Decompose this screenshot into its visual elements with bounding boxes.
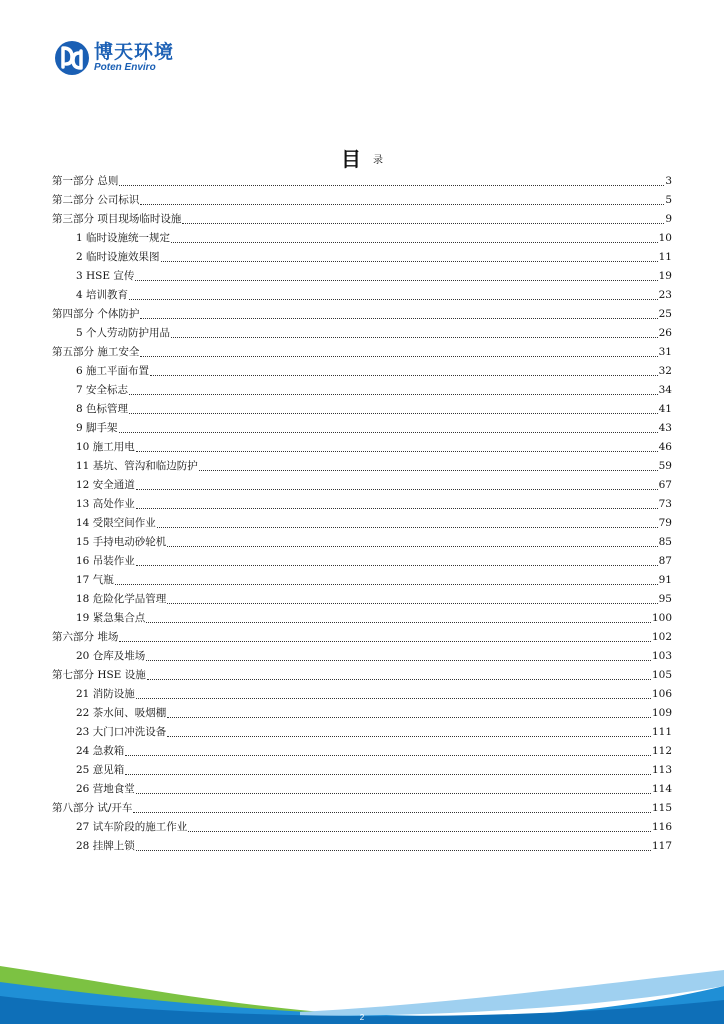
toc-entry-label: 第八部分 试/开车 [52, 802, 133, 814]
toc-entry-label: 3 HSE 宣传 [76, 270, 135, 282]
toc-entry-label: 第六部分 堆场 [52, 631, 119, 643]
toc-entry[interactable] [52, 476, 672, 495]
toc-entry-page: 95 [658, 593, 672, 605]
toc-entry[interactable] [52, 780, 672, 799]
page-number: 2 [359, 1013, 365, 1022]
toc-entry-page: 102 [651, 631, 672, 643]
toc-leader-dots [140, 317, 657, 319]
toc-leader-dots [119, 431, 658, 433]
toc-entry[interactable] [52, 514, 672, 533]
toc-entry[interactable] [52, 172, 672, 191]
toc-entry[interactable] [52, 742, 672, 761]
toc-entry[interactable] [52, 381, 672, 400]
toc-entry-page: 114 [651, 783, 672, 795]
toc-leader-dots [161, 260, 658, 262]
toc-entry-page: 67 [658, 479, 672, 491]
toc-entry[interactable] [52, 248, 672, 267]
toc-entry-label: 1 临时设施统一规定 [76, 232, 171, 244]
toc-entry-page: 79 [658, 517, 672, 529]
toc-entry[interactable] [52, 628, 672, 647]
toc-entry-label: 6 施工平面布置 [76, 365, 150, 377]
toc-entry[interactable] [52, 267, 672, 286]
toc-leader-dots [133, 811, 651, 813]
toc-entry[interactable] [52, 286, 672, 305]
toc-entry-label: 第四部分 个体防护 [52, 308, 140, 320]
toc-entry-label: 15 手持电动砂轮机 [76, 536, 167, 548]
toc-entry-page: 23 [658, 289, 672, 301]
toc-entry-label: 第五部分 施工安全 [52, 346, 140, 358]
toc-leader-dots [136, 792, 651, 794]
toc-entry-label: 4 培训教育 [76, 289, 129, 301]
toc-leader-dots [199, 469, 658, 471]
toc-entry-page: 10 [658, 232, 672, 244]
toc-leader-dots [171, 241, 658, 243]
logo-english-name: Poten Enviro [94, 62, 156, 73]
toc-entry-label: 23 大门口冲洗设备 [76, 726, 167, 738]
toc-entry[interactable] [52, 685, 672, 704]
toc-entry[interactable] [52, 343, 672, 362]
toc-leader-dots [140, 203, 664, 205]
toc-entry[interactable] [52, 495, 672, 514]
toc-leader-dots [136, 507, 658, 509]
toc-entry-page: 31 [658, 346, 672, 358]
toc-leader-dots [136, 488, 658, 490]
table-of-contents [52, 172, 672, 856]
toc-leader-dots [146, 659, 651, 661]
toc-entry-page: 25 [658, 308, 672, 320]
toc-entry-label: 18 危险化学品管理 [76, 593, 167, 605]
toc-entry[interactable] [52, 590, 672, 609]
toc-entry[interactable] [52, 723, 672, 742]
toc-leader-dots [147, 678, 651, 680]
toc-leader-dots [135, 279, 657, 281]
footer-wave-decoration [0, 924, 724, 1024]
company-logo-mark-icon [54, 40, 90, 76]
toc-entry-label: 27 试车阶段的施工作业 [76, 821, 188, 833]
toc-entry-page: 46 [658, 441, 672, 453]
toc-entry-page: 34 [658, 384, 672, 396]
toc-entry[interactable] [52, 419, 672, 438]
toc-entry-page: 19 [658, 270, 672, 282]
toc-leader-dots [188, 830, 651, 832]
toc-title [0, 143, 724, 171]
company-logo [54, 40, 174, 76]
toc-entry[interactable] [52, 761, 672, 780]
toc-entry[interactable] [52, 647, 672, 666]
toc-leader-dots [125, 754, 651, 756]
toc-entry-label: 第七部分 HSE 设施 [52, 669, 146, 681]
toc-entry-label: 14 受限空间作业 [76, 517, 156, 529]
toc-entry[interactable] [52, 324, 672, 343]
logo-chinese-name: 博天环境 [94, 41, 175, 63]
toc-leader-dots [182, 222, 664, 224]
toc-leader-dots [136, 564, 658, 566]
toc-leader-dots [119, 184, 664, 186]
toc-entry-label: 24 急救箱 [76, 745, 125, 757]
toc-leader-dots [167, 716, 651, 718]
toc-entry-label: 第三部分 项目现场临时设施 [52, 213, 182, 225]
toc-title-main: 目 [341, 147, 361, 171]
toc-entry[interactable] [52, 191, 672, 210]
toc-entry-label: 26 营地食堂 [76, 783, 135, 795]
toc-leader-dots [167, 545, 657, 547]
toc-entry-page: 113 [651, 764, 672, 776]
toc-leader-dots [157, 526, 658, 528]
toc-entry-page: 85 [658, 536, 672, 548]
toc-leader-dots [136, 697, 651, 699]
toc-entry-label: 13 高处作业 [76, 498, 135, 510]
toc-leader-dots [115, 583, 658, 585]
toc-entry-label: 12 安全通道 [76, 479, 135, 491]
toc-title-secondary: 录 [373, 155, 383, 166]
toc-entry-page: 116 [651, 821, 672, 833]
toc-entry[interactable] [52, 210, 672, 229]
toc-entry-page: 91 [658, 574, 672, 586]
toc-leader-dots [167, 602, 657, 604]
toc-entry-label: 17 气瓶 [76, 574, 114, 586]
toc-entry-label: 5 个人劳动防护用品 [76, 327, 171, 339]
toc-entry-page: 103 [651, 650, 672, 662]
toc-entry-label: 8 色标管理 [76, 403, 129, 415]
toc-entry-page: 111 [651, 726, 672, 738]
toc-entry[interactable] [52, 533, 672, 552]
toc-entry-page: 43 [658, 422, 672, 434]
toc-entry[interactable] [52, 457, 672, 476]
toc-entry-label: 25 意见箱 [76, 764, 125, 776]
toc-entry[interactable] [52, 799, 672, 818]
toc-entry-label: 2 临时设施效果图 [76, 251, 160, 263]
toc-entry-label: 7 安全标志 [76, 384, 129, 396]
toc-entry-page: 5 [665, 194, 672, 206]
toc-entry-page: 109 [651, 707, 672, 719]
toc-entry[interactable] [52, 438, 672, 457]
toc-entry-page: 26 [658, 327, 672, 339]
toc-leader-dots [150, 374, 658, 376]
toc-entry[interactable] [52, 609, 672, 628]
toc-entry-page: 59 [658, 460, 672, 472]
toc-entry-page: 100 [651, 612, 672, 624]
toc-entry[interactable] [52, 571, 672, 590]
toc-entry-label: 10 施工用电 [76, 441, 135, 453]
toc-entry-label: 第一部分 总则 [52, 175, 119, 187]
toc-entry-page: 117 [651, 840, 672, 852]
toc-entry-page: 73 [658, 498, 672, 510]
toc-entry[interactable] [52, 818, 672, 837]
toc-entry-label: 20 仓库及堆场 [76, 650, 146, 662]
toc-entry-page: 41 [658, 403, 672, 415]
toc-entry-page: 87 [658, 555, 672, 567]
toc-entry-page: 106 [651, 688, 672, 700]
toc-leader-dots [171, 336, 658, 338]
toc-entry[interactable] [52, 362, 672, 381]
toc-leader-dots [136, 849, 651, 851]
toc-entry[interactable] [52, 666, 672, 685]
toc-entry-page: 115 [651, 802, 672, 814]
toc-entry-label: 22 茶水间、吸烟棚 [76, 707, 167, 719]
toc-entry-label: 11 基坑、管沟和临边防护 [76, 460, 198, 472]
toc-entry-label: 9 脚手架 [76, 422, 118, 434]
toc-leader-dots [119, 640, 651, 642]
toc-leader-dots [146, 621, 651, 623]
toc-entry-page: 105 [651, 669, 672, 681]
toc-entry-label: 21 消防设施 [76, 688, 135, 700]
toc-entry[interactable] [52, 305, 672, 324]
toc-entry-page: 32 [658, 365, 672, 377]
toc-leader-dots [167, 735, 651, 737]
toc-entry-page: 9 [665, 213, 672, 225]
toc-leader-dots [129, 298, 658, 300]
toc-leader-dots [136, 450, 658, 452]
toc-leader-dots [129, 412, 658, 414]
toc-entry[interactable] [52, 229, 672, 248]
toc-entry[interactable] [52, 400, 672, 419]
toc-entry-label: 第二部分 公司标识 [52, 194, 140, 206]
toc-leader-dots [140, 355, 657, 357]
toc-leader-dots [125, 773, 651, 775]
toc-entry[interactable] [52, 552, 672, 571]
toc-entry-page: 112 [651, 745, 672, 757]
toc-entry[interactable] [52, 704, 672, 723]
toc-entry[interactable] [52, 837, 672, 856]
toc-entry-page: 11 [658, 251, 672, 263]
toc-entry-label: 16 吊装作业 [76, 555, 135, 567]
toc-entry-label: 28 挂牌上锁 [76, 840, 135, 852]
toc-entry-label: 19 紧急集合点 [76, 612, 146, 624]
toc-entry-page: 3 [665, 175, 672, 187]
toc-leader-dots [129, 393, 658, 395]
